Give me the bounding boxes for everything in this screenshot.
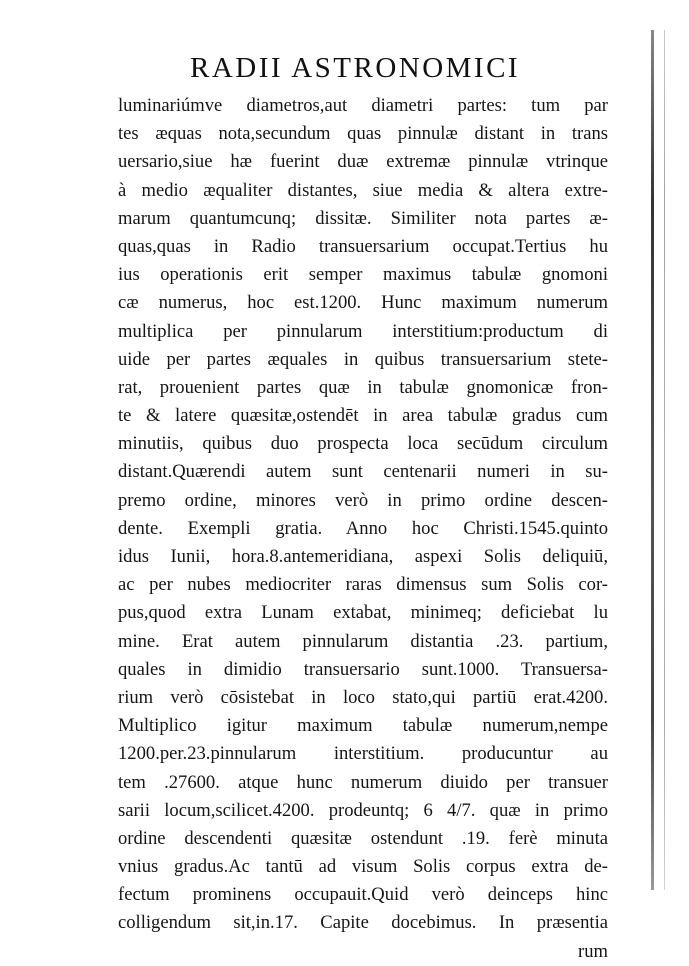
- running-head: RADII ASTRONOMICI: [190, 52, 521, 84]
- text-line: pus,quod extra Lunam extabat, minimeq; deficiebat lu: [118, 602, 608, 624]
- text-line: quales in dimidio transuersario sunt.1000. Transuersa-: [118, 658, 608, 680]
- text-line: multiplica per pinnularum interstitium:productum di: [118, 320, 608, 342]
- text-line: luminariúmve diametros,aut diametri partes: tum par: [118, 95, 608, 116]
- text-line: ordine descendenti quæsitæ ostendunt .19. ferè minuta: [118, 827, 608, 849]
- text-line: ac per nubes mediocriter raras dimensus sum Solis cor-: [118, 574, 608, 596]
- text-line: marum quantumcunq; dissitæ. Similiter nota partes æ-: [118, 207, 608, 229]
- text-line: idus Iunii, hora.8.antemeridiana, aspexi Solis deliquiū,: [118, 546, 608, 567]
- text-line: rat, prouenient partes quæ in tabulæ gnomonicæ fron-: [118, 376, 608, 398]
- text-line: Multiplico igitur maximum tabulæ numerum,nempe: [118, 715, 608, 737]
- text-line: à medio æqualiter distantes, siue media & altera extre-: [118, 179, 608, 201]
- text-line: colligendum sit,in.17. Capite docebimus. In præsentia: [118, 912, 608, 934]
- text-line: sarii locum,scilicet.4200. prodeuntq; 6 4/7. quæ in primo: [118, 799, 608, 821]
- text-line: quas,quas in Radio transuersarium occupat.Tertius hu: [118, 235, 608, 257]
- text-line: 1200.per.23.pinnularum interstitium. producuntur au: [118, 743, 608, 765]
- text-line: rium verò cōsistebat in loco stato,qui partiū erat.4200.: [118, 686, 608, 708]
- text-line: cæ numerus, hoc est.1200. Hunc maximum numerum: [118, 292, 608, 314]
- text-line: dente. Exempli gratia. Anno hoc Christi.1545.quinto: [118, 517, 608, 539]
- text-line: uersario,siue hæ fuerint duæ extremæ pinnulæ vtrinque: [118, 151, 608, 173]
- text-line: uide per partes æquales in quibus transuersarium stete-: [118, 348, 608, 370]
- body-text: [118, 92, 608, 966]
- text-line: minutiis, quibus duo prospecta loca secūdum circulum: [118, 433, 608, 455]
- text-line: te & latere quæsitæ,ostendēt in area tabulæ gradus cum: [118, 405, 608, 427]
- text-line: tem .27600. atque hunc numerum diuido per transuer: [118, 771, 608, 793]
- page-edge-shadow-faint: [664, 30, 665, 890]
- text-line: vnius gradus.Ac tantū ad visum Solis corpus extra de-: [118, 856, 608, 878]
- text-line: ius operationis erit semper maximus tabulæ gnomoni: [118, 264, 608, 286]
- page-edge-shadow: [651, 30, 654, 890]
- text-line: fectum prominens occupauit.Quid verò deinceps hinc: [118, 884, 608, 906]
- text-line: distant.Quærendi autem sunt centenarii numeri in su-: [118, 461, 608, 483]
- text-line: mine. Erat autem pinnularum distantia .23. partium,: [118, 630, 608, 652]
- catchword: rum: [578, 940, 608, 962]
- text-line: tes æquas nota,secundum quas pinnulæ distant in trans: [118, 123, 608, 145]
- text-line: premo ordine, minores verò in primo ordine descen-: [118, 489, 608, 511]
